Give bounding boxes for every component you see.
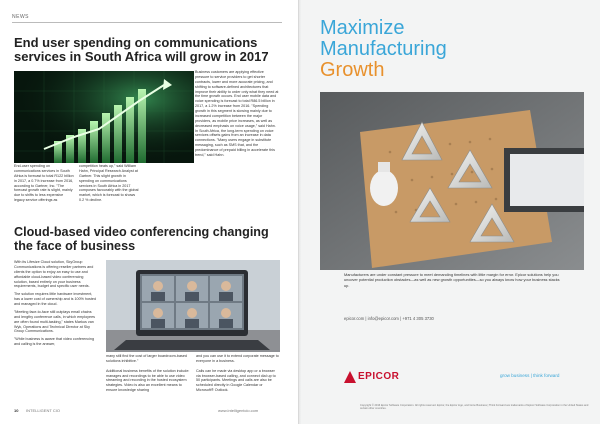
page-number: 10 <box>14 408 19 413</box>
video-conference-image <box>106 260 280 352</box>
advert-contact-line[interactable]: epicor.com | info@epicor.com | +971 4 305 3730 <box>344 316 434 321</box>
article2-col1 <box>14 260 98 347</box>
article2-headline: Cloud-based video conferencing changing the face of business <box>14 225 269 253</box>
article1-col1: End-user spending on communications services in South Africa is forecast to total R122 billion in 2017, a 0.7% increase from 2016, according to Gartner, Inc. "The forecast growth rate is slight, mainly due to shifts to less expensive legacy service offerings as <box>14 164 74 203</box>
article1-col2: competition heats up," said William Hahn, Principal Research Analyst at Gartner. This slight growth in spending on communications services in South Africa in 2017 composes favourably with the global market, which is forecast to shows 0.2 % decline. <box>79 164 139 203</box>
section-divider <box>12 22 282 23</box>
brand-name: EPICOR <box>358 371 400 382</box>
epicor-logo-icon <box>344 370 356 382</box>
article1-headline: End user spending on communications services in South Africa will grow in 2017 <box>14 35 269 65</box>
publication-url: www.intelligentcio.com <box>218 408 259 413</box>
article2-col2: many still find the cost of larger boardroom-based solutions inhibitive." Additional business benefits of the solution include: manages and recordings to be able to use video streaming and recording in the hosted ecosystem strategies. Video is also an excellent means to ensure knowledge sharing <box>106 354 190 393</box>
brand-tagline: grow business | think forward <box>500 373 560 378</box>
article1-col3: Business customers are applying effective pressure to service providers to get shorter contracts, lower and more accurate pricing, and shifting to software-defined architectures that improve their ability to order only what they need at the time growth occurs. End user mobile data and voice spending is forecast to total R86.5 billion in 2017, a 1.2% increase from 2016. "Spending growth in this segment is slowing mainly due to increased competition between the major providers, as mobile price increases, as well as decreased emphasis on voice usage," said Hahn. In South Africa, the long-term spending on voice services offsets gains from an increase in data connections. "Many users engage in substitute messaging, such as SMS that, and the predominance of prepaid billing in accelerate this trend," said Hahn. <box>195 70 279 157</box>
advert-headline <box>320 18 447 81</box>
right-page-advert <box>300 0 600 424</box>
headline-line: Manufacturing <box>320 38 447 60</box>
article2-col3: and you can use it to extend corporate message to everyone in a business. Calls can be made via desktop app or a browser via browser-based calling, and connect dial up to 50 participants. Meetings and calls are also be scheduled directly in Google Calendar or Microsoft® Outlook. <box>196 354 279 393</box>
growth-chart-image <box>14 71 194 163</box>
article2-paragraph: "While business is aware that video conferencing and calling is the answer, <box>14 337 95 347</box>
headline-line: Maximize <box>320 17 405 39</box>
headline-line: Growth <box>320 59 385 81</box>
advert-body-copy: Manufacturers are under constant pressure to meet demanding timelines with little margin for error. Epicor solutions help you uncover potential production obstacles—as well as new growth opportunities—so you always know how your business stacks up. <box>344 272 560 288</box>
section-label: NEWS <box>12 14 29 20</box>
article2-paragraph: With its Lifesize Cloud solution, SkyGroup Communications is offering reseller partners and clients the option to enjoy an easy to use and affordable cloud-based video conferencing solution, based entirely on your business requirements, budget and specific user needs. <box>14 260 94 289</box>
article2-paragraph: "Meeting face-to-face still outplays email chains and lengthy conference calls, in which employees are often found multi-tasking," states Markus van Wyk, Operations and Technical Director at Sky Group Communications. <box>14 309 95 334</box>
spread-gutter <box>298 0 302 424</box>
publication-name: INTELLIGENT CIO <box>26 408 60 413</box>
manufacturing-photo <box>320 92 584 270</box>
article2-paragraph: The solution requires little hardware investment, has a lower cost of ownership and is 100% hosted and managed in the cloud. <box>14 292 96 306</box>
legal-notice: Copyright © 2016 Epicor Software Corporation. All rights reserved. Epicor, the Epicor logo, and Grow Business | Think Forward are trademarks of Epicor Software Corporation in the United States and certain other countries. <box>360 404 589 411</box>
